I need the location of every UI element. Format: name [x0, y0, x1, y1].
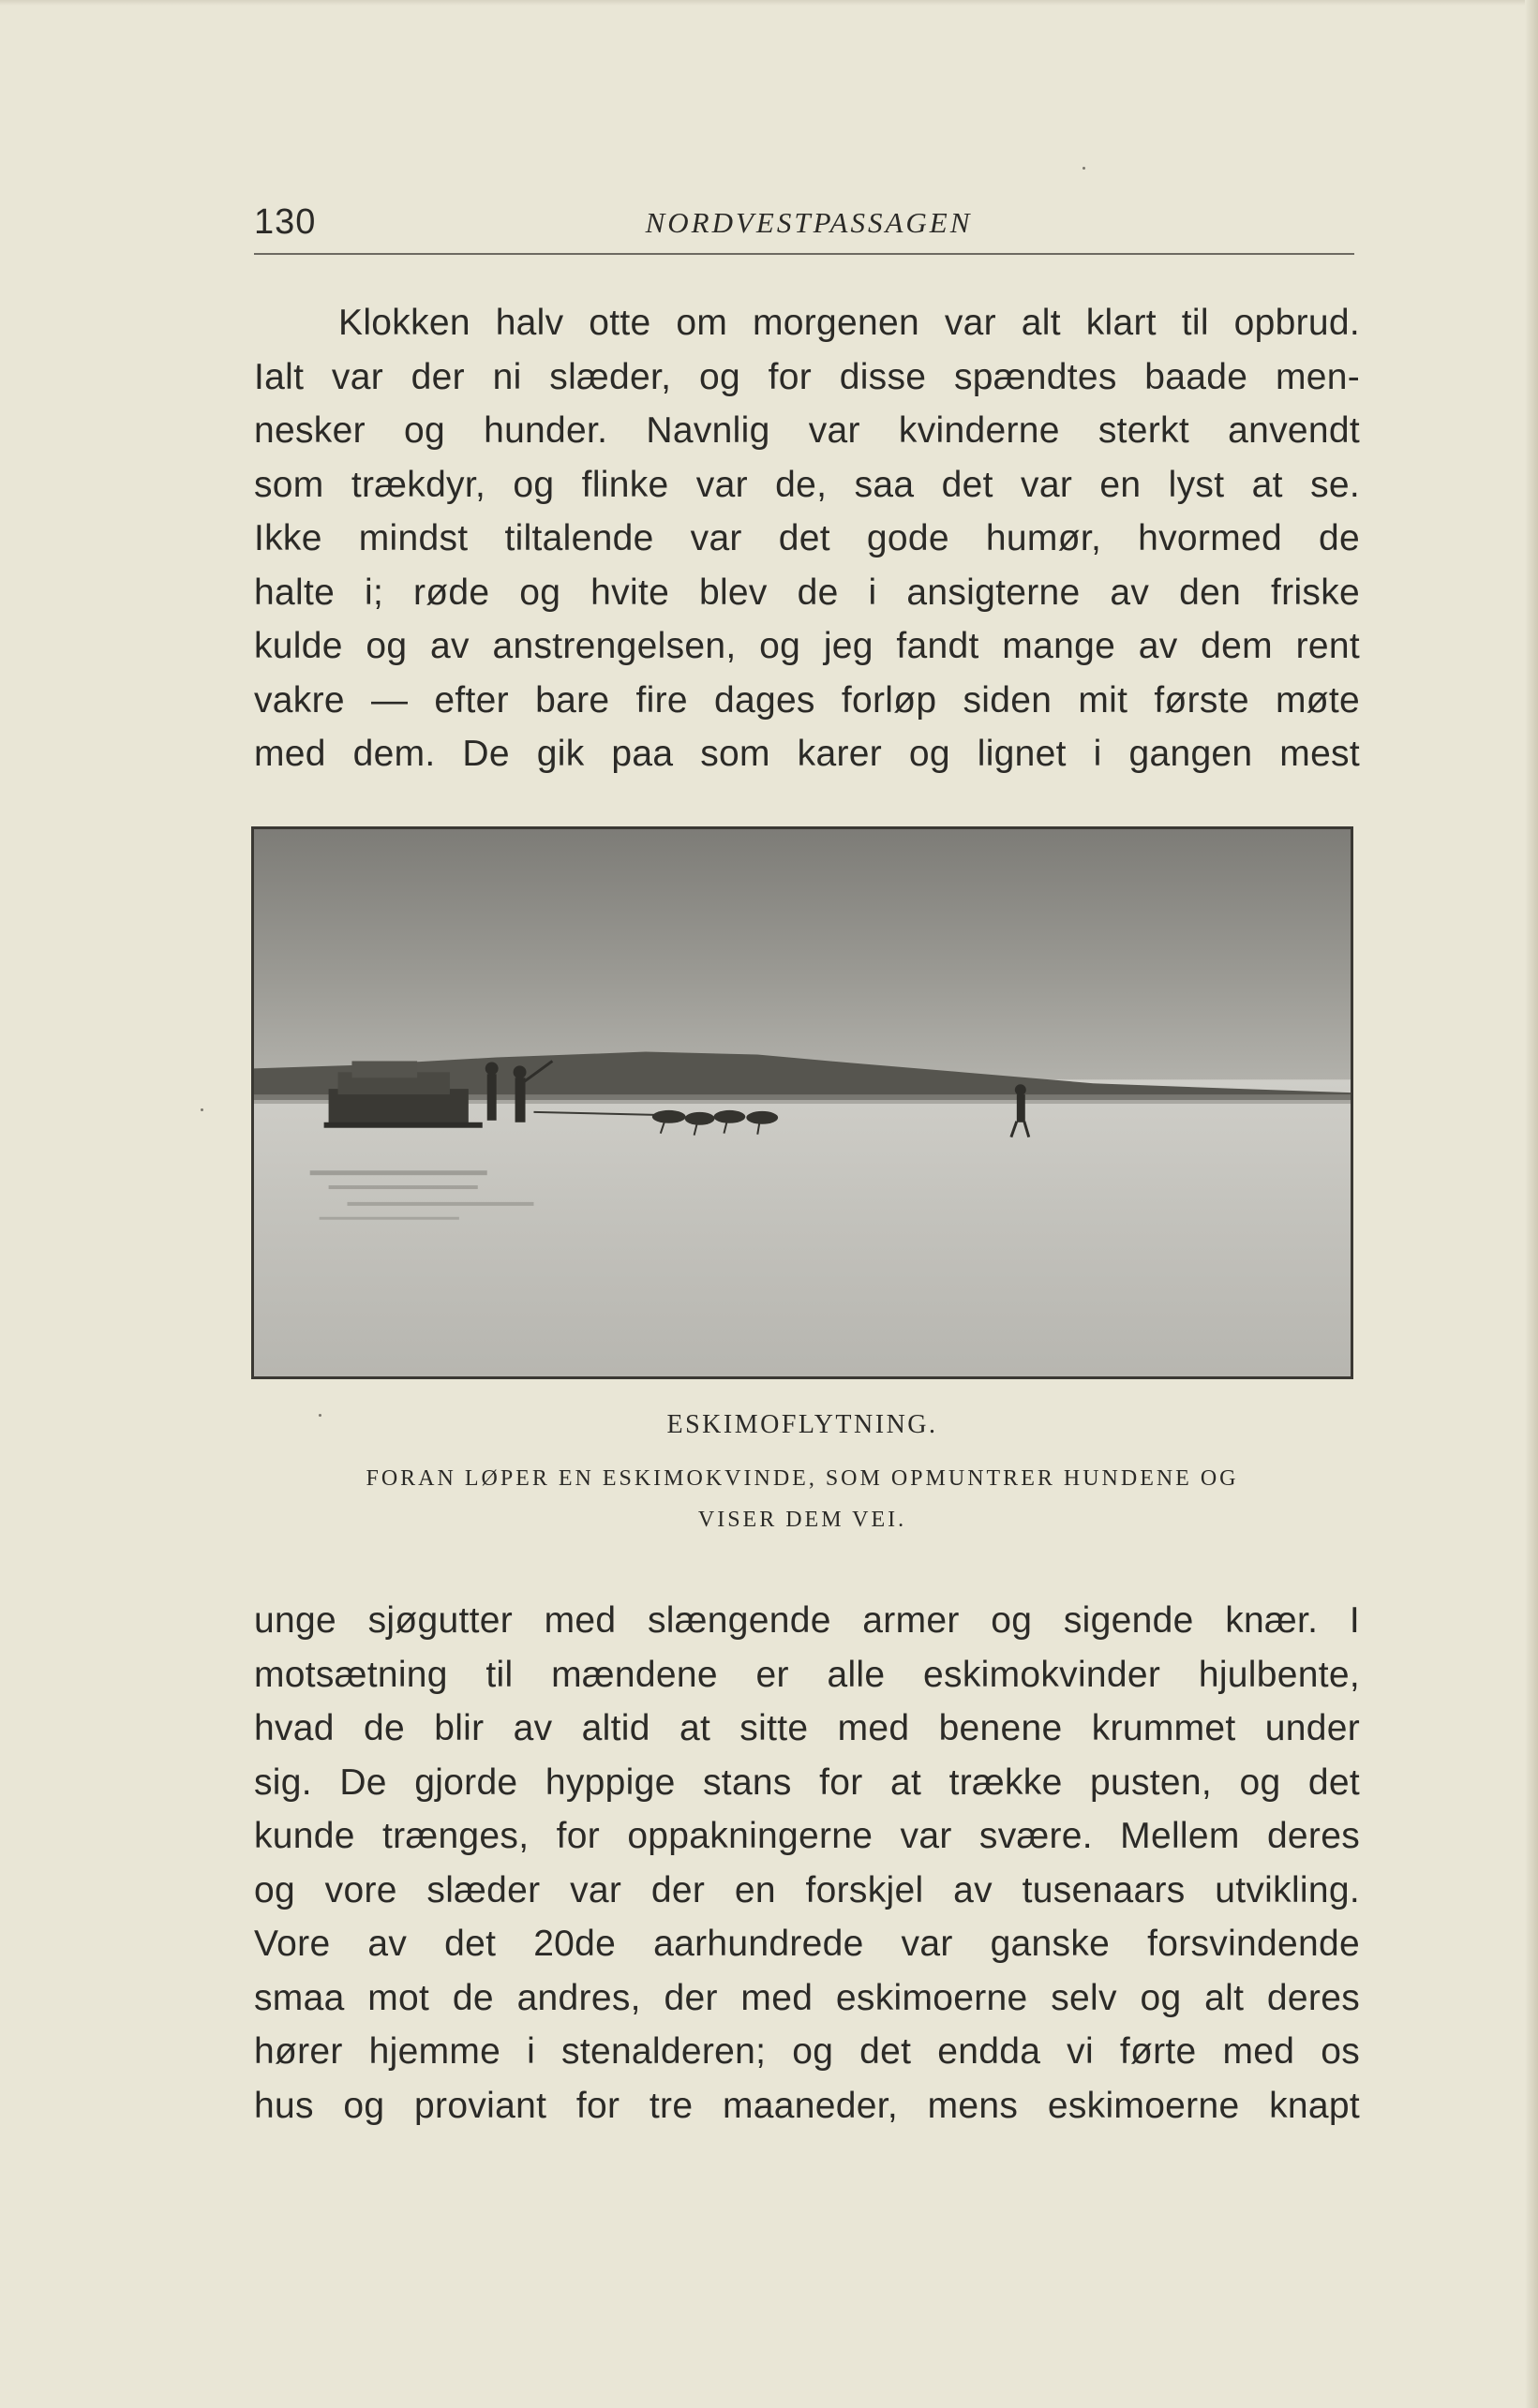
header-rule: [254, 253, 1354, 255]
text-line: nesker og hunder. Navnlig var kvinderne sterkt anvendt: [254, 410, 1360, 451]
photo-eskimo-migration: [251, 826, 1353, 1379]
text-line: sig. De gjorde hyppige stans for at trække pusten, og det: [254, 1761, 1360, 1803]
caption-line: FORAN LØPER EN ESKIMOKVINDE, SOM OPMUNTRER HUNDENE OG: [366, 1466, 1239, 1491]
text-line: Klokken halv otte om morgenen var alt klart til opbrud.: [338, 303, 1360, 343]
text-line: med dem. De gik paa som karer og lignet i gangen mest: [254, 734, 1360, 774]
running-header: [254, 199, 1354, 255]
text-line: som trækdyr, og flinke var de, saa det var en lyst at se.: [254, 464, 1360, 505]
paper-speck: [201, 1108, 203, 1111]
text-line: hører hjemme i stenalderen; og det endda vi førte med os: [254, 2031, 1360, 2072]
text-line: Ialt var der ni slæder, og for disse spændtes baade men-: [254, 356, 1360, 397]
text-line: hvad de blir av altid at sitte med benene krummet under: [254, 1708, 1360, 1748]
text-line: motsætning til mændene er alle eskimokvinder hjulbente,: [254, 1654, 1360, 1695]
text-line: smaa mot de andres, der med eskimoerne selv og alt deres: [254, 1977, 1360, 2018]
text-line: Ikke mindst tiltalende var det gode humør, hvormed de: [254, 518, 1360, 558]
paper-speck: [319, 1414, 321, 1417]
text-line: vakre — efter bare fire dages forløp siden mit første møte: [254, 679, 1360, 721]
text-line: Vore av det 20de aarhundrede var ganske forsvindende: [254, 1924, 1360, 1964]
text-line: og vore slæder var der en forskjel av tusenaars utvikling.: [254, 1869, 1360, 1910]
text-line: unge sjøgutter med slængende armer og sigende knær. I: [254, 1600, 1360, 1641]
paragraph-top: [254, 296, 1360, 781]
text-line: kunde trænges, for oppakningerne var svære. Mellem deres: [254, 1816, 1360, 1856]
text-line: halte i; røde og hvite blev de i ansigterne av den friske: [254, 572, 1360, 613]
paper-speck: [1083, 167, 1085, 170]
page-number: 130: [254, 202, 317, 242]
running-title: NORDVESTPASSAGEN: [645, 206, 973, 239]
paragraph-bottom: [254, 1594, 1360, 2133]
page-right-edge: [1525, 0, 1538, 2408]
text-line: kulde og av anstrengelsen, og jeg fandt mange av dem rent: [254, 626, 1360, 666]
text-line: hus og proviant for tre maaneder, mens eskimoerne knapt: [254, 2085, 1360, 2126]
figure-caption-title: ESKIMOFLYTNING.: [666, 1410, 938, 1439]
figure-caption-text: [251, 1458, 1353, 1540]
sky: [254, 829, 1351, 1084]
page-top-edge: [0, 0, 1538, 6]
photo-illustration: [254, 829, 1351, 1376]
caption-line: VISER DEM VEI.: [697, 1508, 907, 1532]
